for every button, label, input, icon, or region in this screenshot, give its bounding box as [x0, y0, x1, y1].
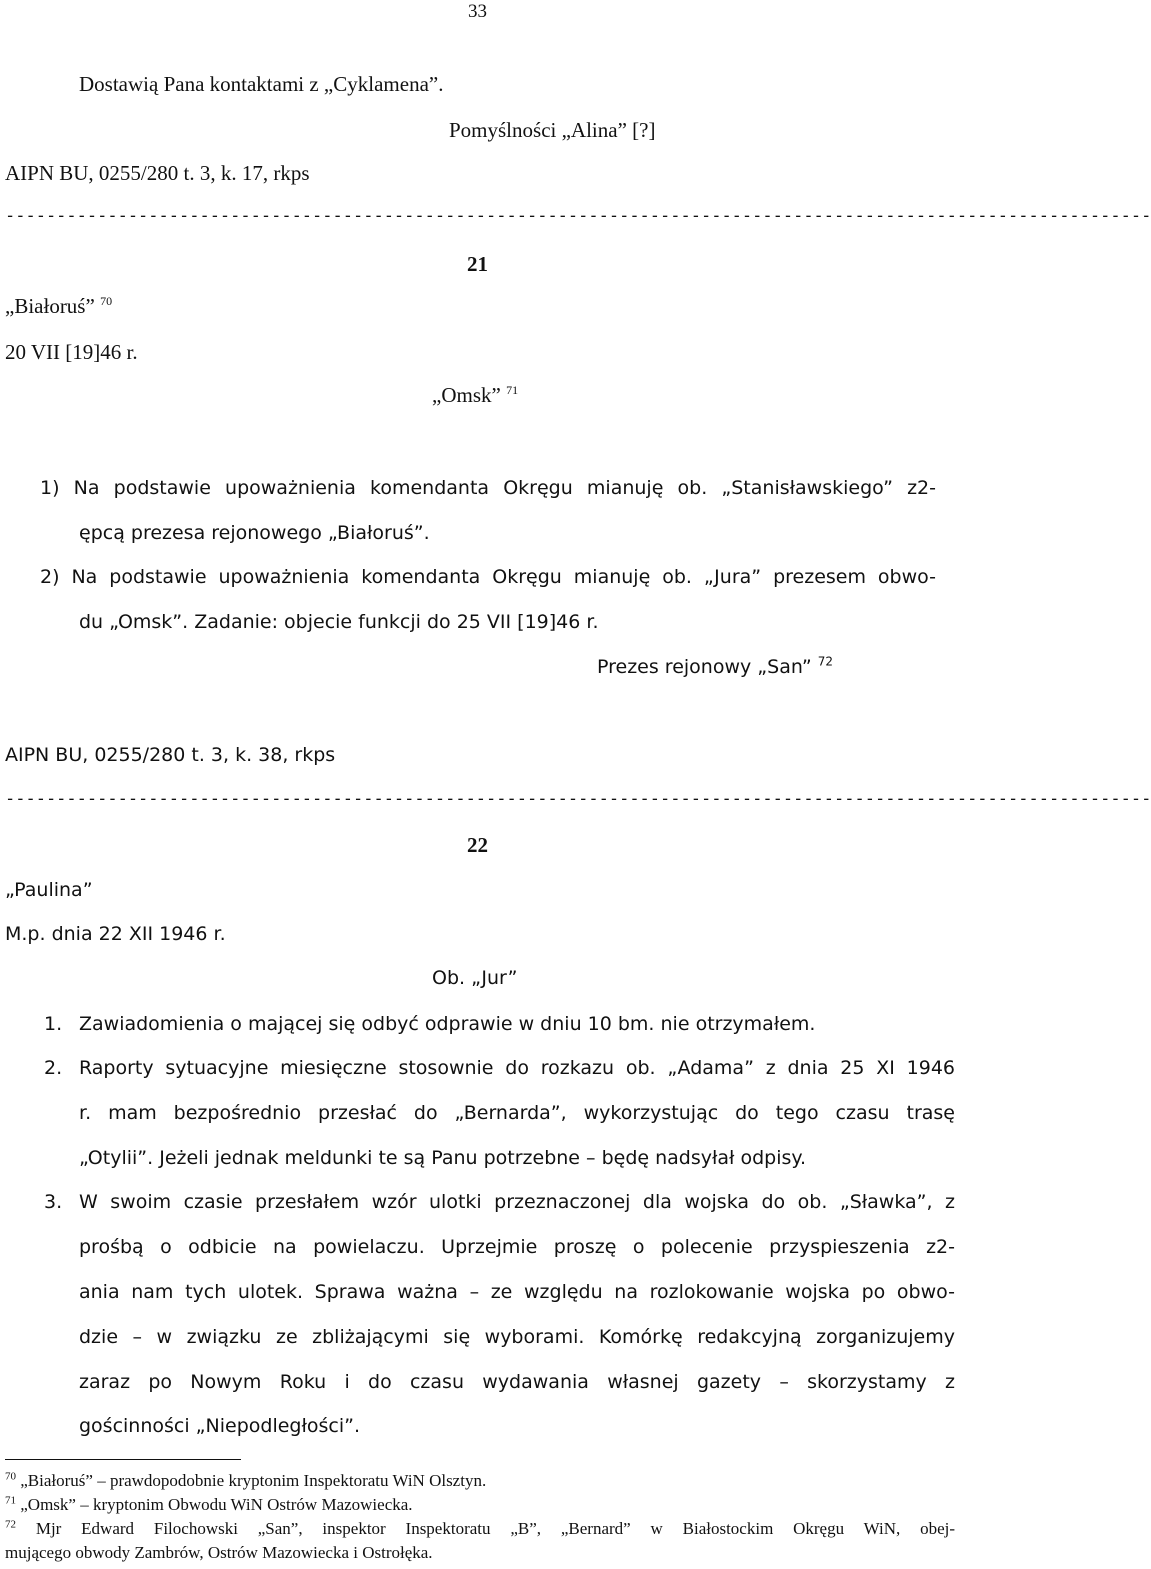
footnote-70: $^{70}$ „Białoruś” – prawdopodobnie kryptonim Inspektoratu WiN Olsztyn. [5, 1470, 487, 1490]
footnote-mark: 70 [5, 1470, 16, 1483]
footnote-72-continued: mującego obwody Zambrów, Ostrów Mazowiecka i Ostrołęka. [5, 1543, 433, 1562]
doc21-line-2: ępcą prezesa rejonowego „Białoruś”. [79, 522, 430, 544]
sender-paulina: „Paulina” [5, 879, 93, 901]
doc22-line: prośbą o odbicie na powielaczu. Uprzejmie proszę o polecenie przyspieszenia z2- [79, 1236, 955, 1258]
item-number-1: 1. [44, 1013, 63, 1035]
separator-line: ---------------------------------------------------------------------------------------------------------------- [5, 206, 1151, 226]
signature-alina: Pomyślności „Alina” [?] [449, 118, 656, 142]
item-number-3: 3. [44, 1191, 63, 1213]
doc22-line: „Otylii”. Jeżeli jednak meldunki te są Panu potrzebne – będę nadsyłał odpisy. [79, 1147, 806, 1169]
item-number-2: 2. [44, 1057, 63, 1079]
archive-source-38: AIPN BU, 0255/280 t. 3, k. 38, rkps [5, 744, 336, 766]
footnote-mark: 72 [5, 1518, 16, 1531]
separator-line-2: ---------------------------------------------------------------------------------------------------------------- [5, 789, 1151, 809]
date-doc21: 20 VII [19]46 r. [5, 340, 138, 364]
footnote-mark: 71 [5, 1494, 16, 1507]
doc22-line: W swoim czasie przesłałem wzór ulotki przeznaczonej dla wojska do ob. „Sławka”, z [79, 1191, 955, 1213]
footnote-71: $^{71}$ „Omsk” – kryptonim Obwodu WiN Ostrów Mazowiecka. [5, 1494, 413, 1514]
footnote-ref-70[interactable]: 70 [100, 294, 113, 308]
doc22-line: r. mam bezpośrednio przesłać do „Bernarda”, wykorzystując do tego czasu trasę [79, 1102, 955, 1124]
archive-source-17: AIPN BU, 0255/280 t. 3, k. 17, rkps [5, 161, 310, 185]
footnote-72: $^{72}$ Mjr Edward Filochowski „San”, inspektor Inspektoratu „B”, „Bernard” w Białostockim Okręgu WiN, obej- [5, 1518, 956, 1538]
doc22-line: zaraz po Nowym Roku i do czasu wydawania własnej gazety – skorzystamy z [79, 1371, 955, 1393]
footnote-ref-72[interactable]: 72 [817, 654, 834, 669]
date-doc22: M.p. dnia 22 XII 1946 r. [5, 923, 226, 945]
sender-bialorus: „Białoruś” $^{70}$ [5, 294, 113, 318]
doc21-line-4: du „Omsk”. Zadanie: objecie funkcji do 25 VII [19]46 r. [79, 611, 599, 633]
doc22-line: dzie – w związku ze zbliżającymi się wyborami. Komórkę redakcyjną zorganizujemy [79, 1326, 955, 1348]
doc21-line-1: 1) Na podstawie upoważnienia komendanta Okręgu mianuję ob. „Stanisławskiego” z2- [40, 477, 936, 499]
doc21-line-3: 2) Na podstawie upoważnienia komendanta Okręgu mianuję ob. „Jura” prezesem obwo- [40, 566, 936, 588]
doc22-line: gościnności „Niepodległości”. [79, 1415, 361, 1437]
footnote-ref-71[interactable]: 71 [506, 383, 519, 397]
footnote-rule [5, 1459, 241, 1460]
doc22-line: Raporty sytuacyjne miesięczne stosownie do rozkazu ob. „Adama” z dnia 25 XI 1946 [79, 1057, 955, 1079]
closing-line: Dostawią Pana kontaktami z „Cyklamena”. [79, 72, 444, 96]
doc22-line: Zawiadomienia o mającej się odbyć odprawie w dniu 10 bm. nie otrzymałem. [79, 1013, 816, 1035]
recipient-jur: Ob. „Jur” [432, 967, 518, 989]
document-number-22: 22 [467, 833, 488, 857]
signature-san: Prezes rejonowy „San” $^{72}$ [597, 654, 834, 678]
doc22-line: ania nam tych ulotek. Sprawa ważna – ze względu na rozlokowanie wojska po obwo- [79, 1281, 955, 1303]
recipient-omsk: „Omsk” $^{71}$ [432, 383, 519, 407]
page-number: 33 [468, 1, 487, 22]
document-number-21: 21 [467, 252, 488, 276]
